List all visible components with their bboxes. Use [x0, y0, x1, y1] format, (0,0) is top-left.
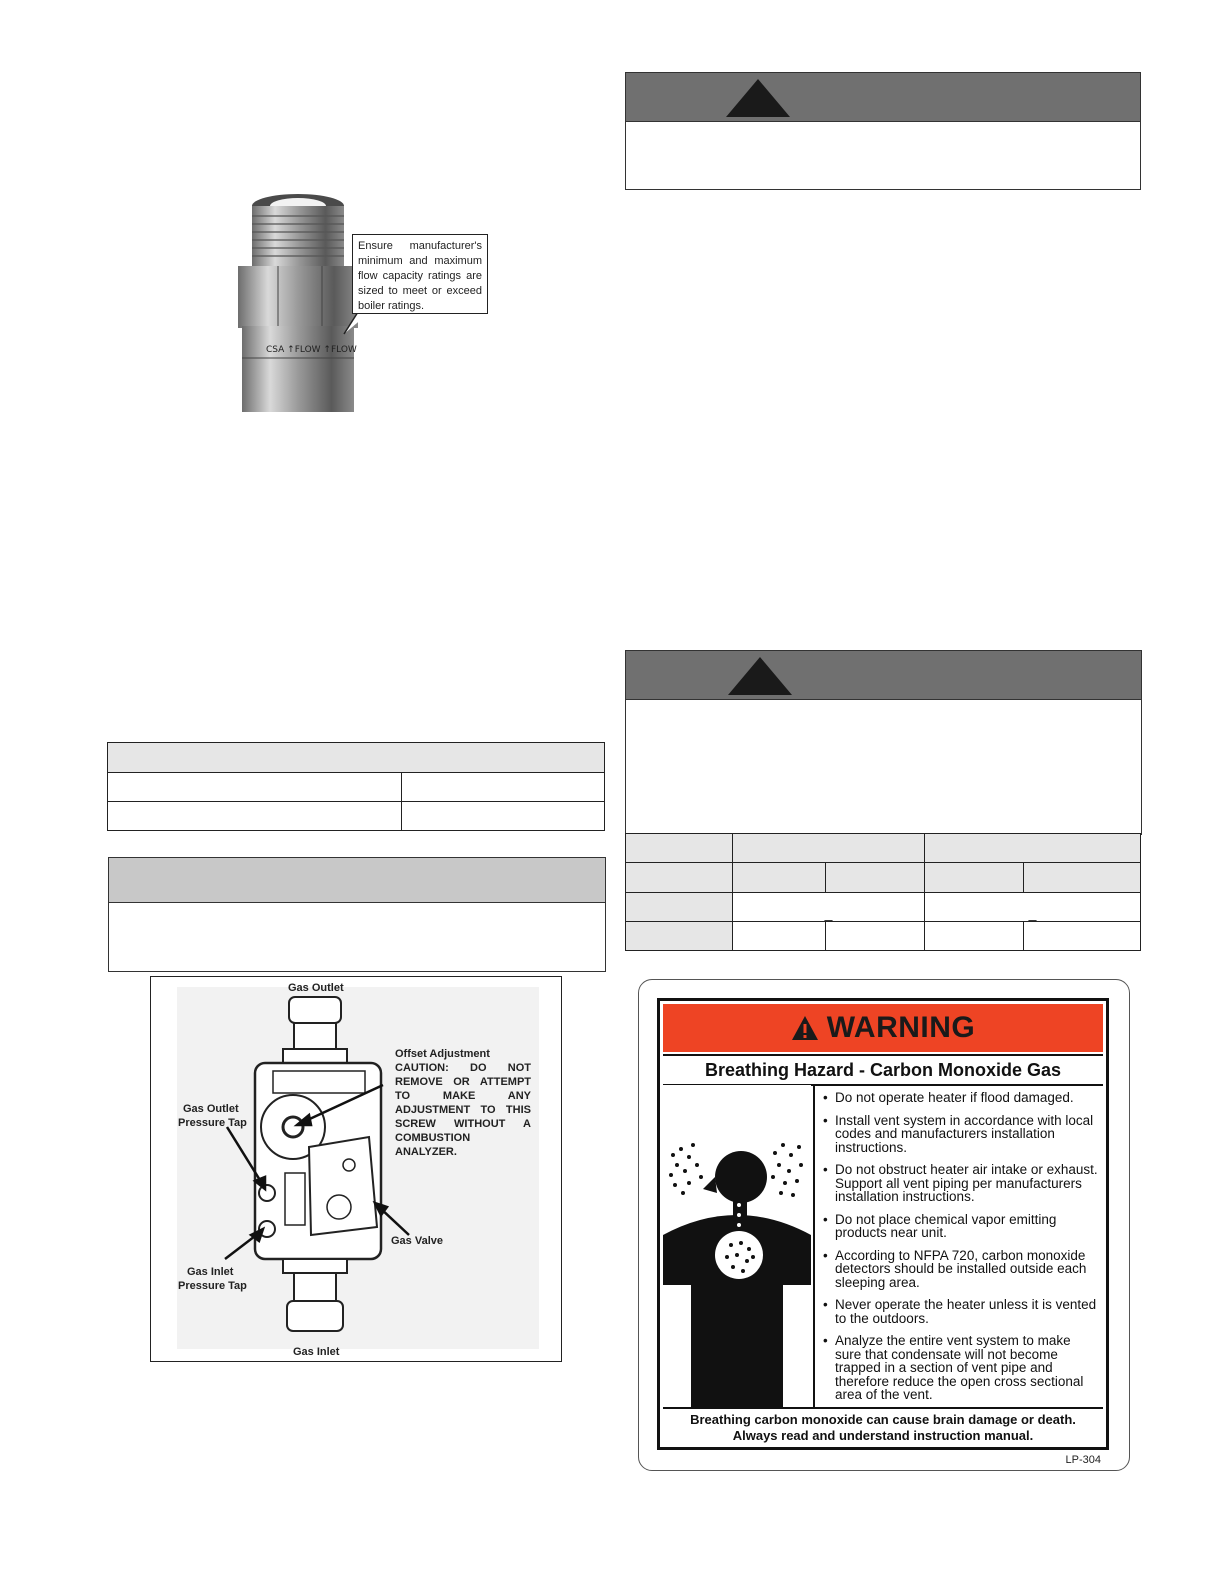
notice-box: [108, 857, 606, 972]
warning-triangle-icon: [791, 1015, 819, 1041]
warning-banner: [663, 1004, 1103, 1052]
hazard-subheading: Breathing Hazard - Carbon Monoxide Gas: [663, 1054, 1103, 1086]
co-warning-label: [638, 979, 1130, 1471]
table-cell: [733, 921, 826, 950]
notice-header: [109, 858, 605, 903]
table-cell: [402, 802, 605, 831]
breathing-hazard-pictogram: [663, 1085, 815, 1407]
gas-valve-figure: [150, 976, 562, 1362]
label-gas-outlet-tap-1: Gas Outlet: [183, 1103, 239, 1115]
table-cell: [1024, 863, 1141, 892]
co-warning-footer: [663, 1409, 1103, 1447]
list-item: • Never operate the heater unless it is vented to the outdoors.: [823, 1298, 1099, 1325]
list-item: • Install vent system in accordance with local codes and manufacturers installation instructions.: [823, 1114, 1099, 1155]
table-cell: [108, 802, 402, 831]
label-code: LP-304: [1065, 1454, 1101, 1466]
table-header-cell: [626, 834, 733, 863]
person-breathing-co-icon: [663, 1085, 811, 1407]
table-cell: [733, 863, 826, 892]
table-cell: [826, 863, 925, 892]
label-gas-valve: Gas Valve: [391, 1235, 443, 1247]
table-cell: [925, 863, 1024, 892]
table-cell: [925, 921, 1024, 950]
warning-box-middle: [625, 650, 1142, 835]
right-info-table: [625, 833, 1141, 951]
table-row-label: [626, 892, 733, 921]
warning-triangle-icon: [726, 79, 790, 117]
table-header-cell: [733, 834, 925, 863]
left-info-table: [107, 742, 605, 831]
table-header-cell: [108, 743, 605, 773]
gas-valve-drawing: [151, 977, 561, 1361]
table-row-label: [626, 921, 733, 950]
list-item: • According to NFPA 720, carbon monoxide detectors should be installed outside each sleeping area.: [823, 1249, 1099, 1290]
label-gas-inlet-tap-2: Pressure Tap: [178, 1280, 247, 1292]
table-cell-dash: _: [925, 892, 1141, 921]
table-cell: [108, 773, 402, 802]
table-cell: [1024, 921, 1141, 950]
list-item: • Do not operate heater if flood damaged.: [823, 1091, 1099, 1105]
warning-header: [626, 651, 1141, 700]
label-offset-adjustment: Offset Adjustment: [395, 1048, 490, 1060]
valve-callout-note: Ensure manufacturer's minimum and maximum flow capacity ratings are sized to meet or exceed boiler ratings.: [352, 234, 488, 314]
footer-line-1: Breathing carbon monoxide can cause brain damage or death.: [690, 1412, 1076, 1427]
footer-line-2: Always read and understand instruction manual.: [732, 1428, 1034, 1443]
co-precautions-list: [823, 1091, 1099, 1411]
list-item: • Do not place chemical vapor emitting products near unit.: [823, 1213, 1099, 1240]
warning-triangle-icon: [728, 657, 792, 695]
table-cell-dash: _: [733, 892, 925, 921]
co-warning-inner: [657, 998, 1109, 1450]
warning-box-top: [625, 72, 1141, 190]
list-item: • Analyze the entire vent system to make sure that condensate will not become trapped in a section of vent pipe and therefore reduce the open cross sectional area of the vent.: [823, 1334, 1099, 1402]
warning-word: WARNING: [826, 1011, 976, 1044]
table-row-label: [626, 863, 733, 892]
label-gas-outlet: Gas Outlet: [288, 982, 344, 994]
table-cell: [826, 921, 925, 950]
table-header-cell: [925, 834, 1141, 863]
svg-text:CSA ↑FLOW ↑FLOW: CSA ↑FLOW ↑FLOW: [266, 345, 357, 355]
label-gas-inlet: Gas Inlet: [293, 1346, 340, 1358]
label-offset-caution: CAUTION: DO NOT REMOVE OR ATTEMPT TO MAKE ANY ADJUSTMENT TO THIS SCREW WITHOUT A COMBUSTION ANALYZER.: [395, 1062, 531, 1158]
table-cell: [402, 773, 605, 802]
list-item: • Do not obstruct heater air intake or exhaust. Support all vent piping per manufacturers installation instructions.: [823, 1163, 1099, 1204]
label-gas-inlet-tap-1: Gas Inlet: [187, 1266, 234, 1278]
warning-header: [626, 73, 1140, 122]
warning-body: [663, 1085, 1103, 1409]
label-gas-outlet-tap-2: Pressure Tap: [178, 1117, 247, 1129]
